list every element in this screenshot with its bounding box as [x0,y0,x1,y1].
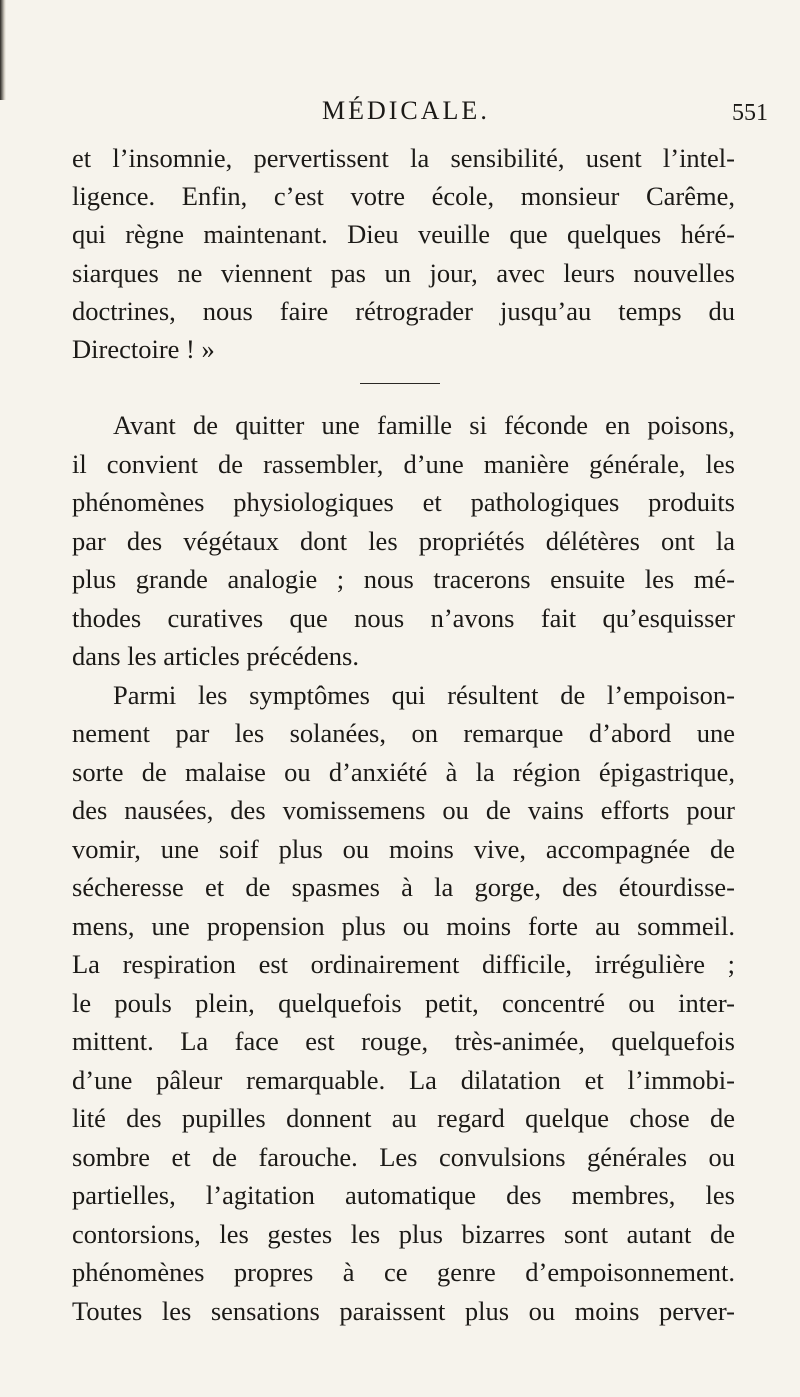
text-line: contorsions, les gestes les plus bizarres sont autant de [72,1219,735,1249]
text-line: doctrines, nous faire rétrograder jusqu’au temps du [72,296,735,326]
text-line: mens, une propension plus ou moins forte au sommeil. [72,911,735,941]
text-line: nement par les solanées, on remarque d’abord une [72,718,735,748]
text-line: vomir, une soif plus ou moins vive, accompagnée de [72,834,735,864]
text-line: d’une pâleur remarquable. La dilatation et l’immobi- [72,1065,735,1095]
text-line: Toutes les sensations paraissent plus ou moins perver- [72,1296,735,1326]
running-head [0,96,800,136]
text-line: thodes curatives que nous n’avons fait qu’esquisser [72,603,735,633]
text-line: il convient de rassembler, d’une manière générale, les [72,449,735,479]
text-line: Directoire ! » [72,334,215,364]
text-line: par des végétaux dont les propriétés délétères ont la [72,526,735,556]
text-line: partielles, l’agitation automatique des membres, les [72,1180,735,1210]
text-line: mittent. La face est rouge, très-animée, quelquefois [72,1026,735,1056]
text-line: plus grande analogie ; nous tracerons ensuite les mé- [72,564,735,594]
text-line: des nausées, des vomissemens ou de vains efforts pour [72,795,735,825]
text-line: sorte de malaise ou d’anxiété à la région épigastrique, [72,757,735,787]
running-title: MÉDICALE. [322,96,490,125]
text-line: siarques ne viennent pas un jour, avec leurs nouvelles [72,258,735,288]
text-line: le pouls plein, quelquefois petit, concentré ou inter- [72,988,735,1018]
text-line: et l’insomnie, pervertissent la sensibilité, usent l’intel- [72,143,735,173]
text-line: qui règne maintenant. Dieu veuille que quelques héré- [72,219,735,249]
text-line: Avant de quitter une famille si féconde en poisons, [113,410,735,440]
text-line: phénomènes propres à ce genre d’empoisonnement. [72,1257,735,1287]
text-line: Parmi les symptômes qui résultent de l’empoison- [113,680,735,710]
page-number: 551 [732,100,768,126]
text-line: sécheresse et de spasmes à la gorge, des étourdisse- [72,872,735,902]
text-line: La respiration est ordinairement difficile, irrégulière ; [72,949,735,979]
text-line: lité des pupilles donnent au regard quelque chose de [72,1103,735,1133]
text-line: phénomènes physiologiques et pathologiques produits [72,487,735,517]
text-line: sombre et de farouche. Les convulsions générales ou [72,1142,735,1172]
section-rule [360,383,440,384]
text-line: ligence. Enfin, c’est votre école, monsieur Carême, [72,181,735,211]
text-line: dans les articles précédens. [72,641,359,671]
